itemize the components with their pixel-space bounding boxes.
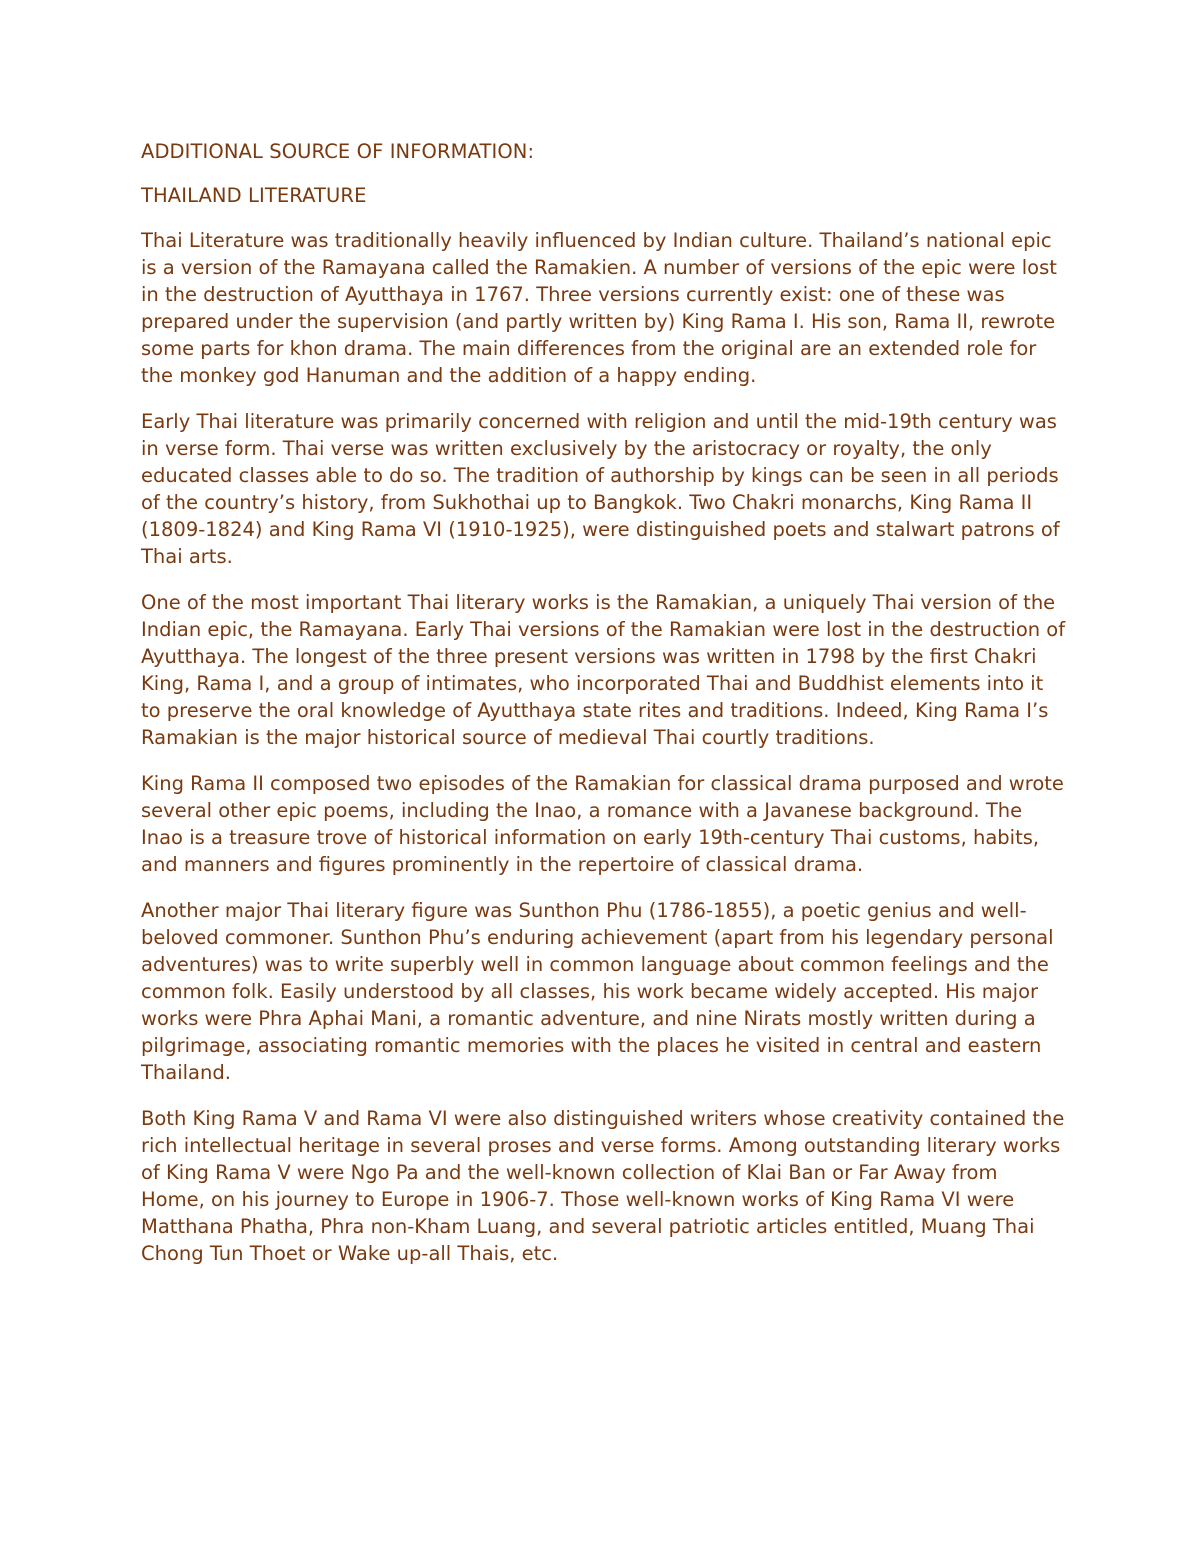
paragraph-3: One of the most important Thai literary works is the Ramakian, a uniquely Thai version of the Indian epic, the Ramayana. Early Thai versions of the Ramakian were lost in the destruction of Ayutthaya. The longest of the three present versions was written in 1798 by the first Chakri King, Rama I, and a group of intimates, who incorporated Thai and Buddhist elements into it to preserve the oral knowledge of Ayutthaya state rites and traditions. Indeed, King Rama I’s Ramakian is the major historical source of medieval Thai courtly traditions. — [141, 591, 1066, 749]
paragraph-6: Both King Rama V and Rama VI were also distinguished writers whose creativity contained the rich intellectual heritage in several proses and verse forms. Among outstanding literary works of King Rama V were Ngo Pa and the well-known collection of Klai Ban or Far Away from Home, on his journey to Europe in 1906-7. Those well-known works of King Rama VI were Matthana Phatha, Phra non-Kham Luang, and several patriotic articles entitled, Muang Thai Chong Tun Thoet or Wake up-all Thais, etc. — [141, 1107, 1065, 1265]
paragraph-1: Thai Literature was traditionally heavily influenced by Indian culture. Thailand’s national epic is a version of the Ramayana called the Ramakien. A number of versions of the epic were lost in the destruction of Ayutthaya in 1767. Three versions currently exist: one of these was prepared under the supervision (and partly written by) King Rama I. His son, Rama II, rewrote some parts for khon drama. The main differences from the original are an extended role for the monkey god Hanuman and the addition of a happy ending. — [141, 229, 1057, 387]
paragraph-2: Early Thai literature was primarily concerned with religion and until the mid-19th century was in verse form. Thai verse was written exclusively by the aristocracy or royalty, the only educated classes able to do so. The tradition of authorship by kings can be seen in all periods of the country’s history, from Sukhothai up to Bangkok. Two Chakri monarchs, King Rama II (1809-1824) and King Rama VI (1910-1925), were distinguished poets and stalwart patrons of Thai arts. — [141, 410, 1060, 568]
document-heading: ADDITIONAL SOURCE OF INFORMATION: — [141, 140, 535, 163]
document-page — [141, 138, 1066, 1286]
document-subheading: THAILAND LITERATURE — [141, 184, 367, 207]
paragraph-4: King Rama II composed two episodes of the Ramakian for classical drama purposed and wrote several other epic poems, including the Inao, a romance with a Javanese background. The Inao is a treasure trove of historical information on early 19th-century Thai customs, habits, and manners and figures prominently in the repertoire of classical drama. — [141, 772, 1064, 876]
paragraph-5: Another major Thai literary figure was Sunthon Phu (1786-1855), a poetic genius and well-beloved commoner. Sunthon Phu’s enduring achievement (apart from his legendary personal adventures) was to write superbly well in common language about common feelings and the common folk. Easily understood by all classes, his work became widely accepted. His major works were Phra Aphai Mani, a romantic adventure, and nine Nirats mostly written during a pilgrimage, associating romantic memories with the places he visited in central and eastern Thailand. — [141, 899, 1054, 1084]
